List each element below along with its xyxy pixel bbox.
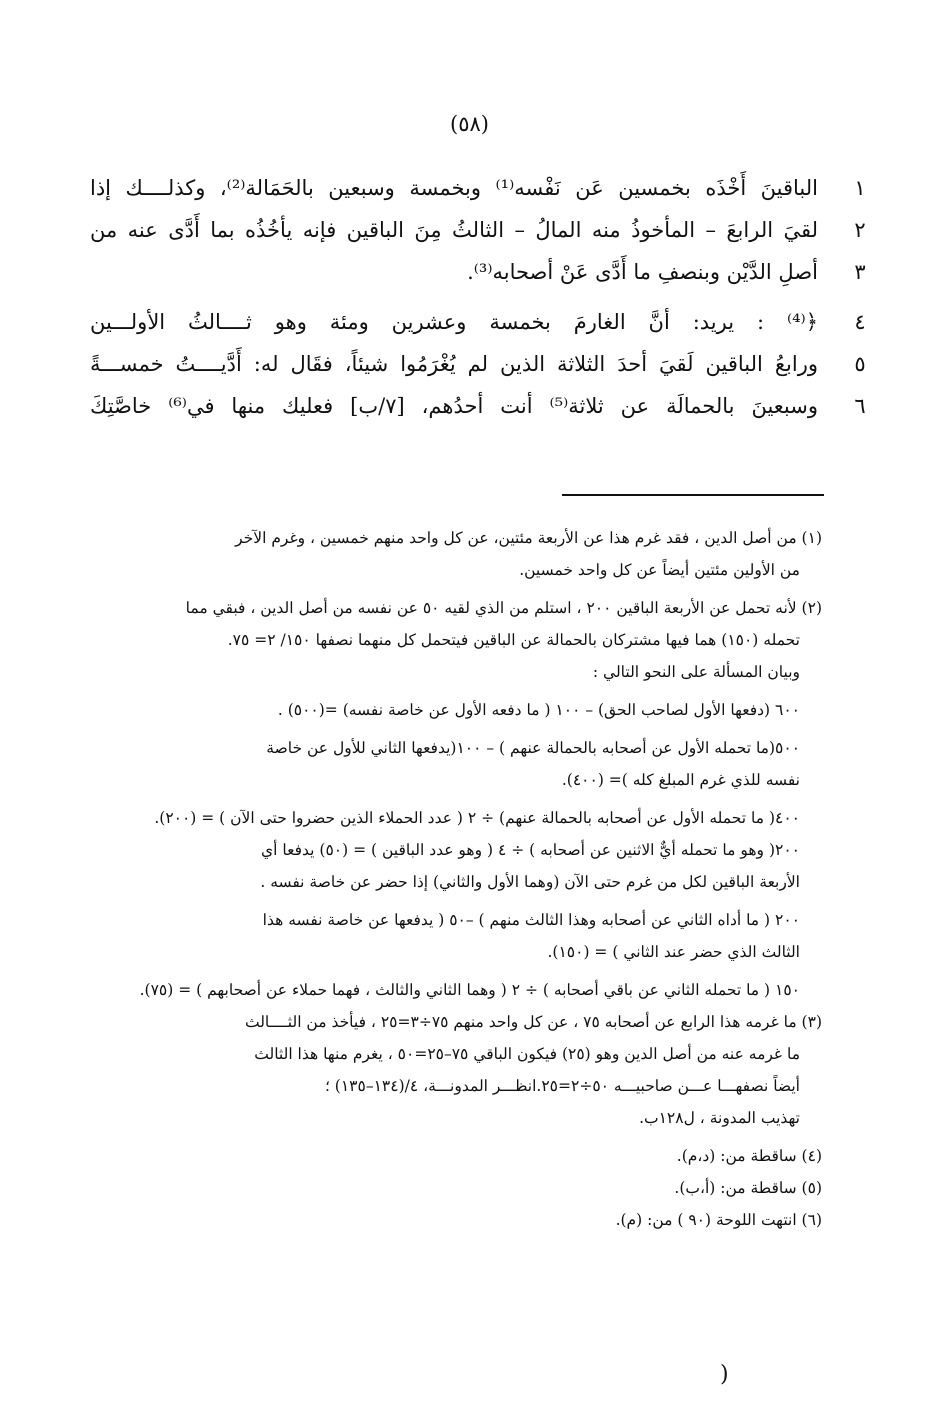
line-text: ﴿⁽⁴⁾ : يريد: أنَّ الغارمَ بخمسة وعشرين ومئة وهو ثــــالثُ الأولـــين	[90, 310, 818, 334]
footnote-line: ٢٠٠ ( ما أداه الثاني عن أصحابه وهذا الثالث منهم ) –٥٠ ( يدفعها عن خاصة نفسه هذا	[262, 911, 800, 929]
footnote-line: من الأولين مئتين أيضاً عن كل واحد خمسين.	[519, 561, 800, 579]
text-line	[90, 212, 880, 248]
footnotes-block	[100, 522, 822, 1236]
footnote-separator	[562, 494, 824, 496]
footnote-line: الأربعة الباقين لكل من غرم حتى الآن (وهما الأول والثاني) إذا حضر عن خاصة نفسه .	[260, 873, 800, 891]
footnote-line: أيضاً نصفهـــا عـــن صاحبيـــه ٥٠÷٢=٢٥.انظـــر المدونـــة، ٤/(١٣٤–١٣٥) ؛	[324, 1077, 800, 1095]
footnote-line: ٥٠٠(ما تحمله الأول عن أصحابه بالحمالة عنهم ) – ١٠٠(يدفعها الثاني للأول عن خاصة	[266, 739, 800, 757]
footnote-line: الثالث الذي حضر عند الثاني ) = (١٥٠).	[547, 943, 800, 961]
line-number: ١	[854, 176, 866, 200]
footnote-line: ٦٠٠ (دفعها الأول لصاحب الحق) – ١٠٠ ( ما دفعه الأول عن خاصة نفسه) =(٥٠٠) .	[277, 701, 800, 719]
line-number: ٢	[854, 218, 866, 242]
text-line	[90, 304, 880, 340]
line-number: ٥	[854, 352, 866, 376]
footnote-line: (٥) ساقطة من: (أ،ب).	[674, 1179, 822, 1197]
footnote-line: تحمله (١٥٠) هما فيها مشتركان بالحمالة عن الباقين فيتحمل كل منهما نصفها ١٥٠/ ٢= ٧٥.	[227, 631, 800, 649]
footnote-line: (١) من أصل الدين ، فقد غرم هذا عن الأربعة مئتين، عن كل واحد منهم خمسين ، وغرم الآخر	[235, 529, 822, 547]
line-number: ٤	[854, 310, 866, 334]
line-text: أصلِ الدَّيْن وبنصفِ ما أَدَّى عَنْ أصحابه⁽³⁾.	[467, 260, 818, 284]
footnote-line: نفسه للذي غرم المبلغ كله )= (٤٠٠).	[561, 771, 800, 789]
footnote-line: وبيان المسألة على النحو التالي :	[592, 663, 800, 681]
line-text: وسبعينَ بالحمالَة عن ثلاثة⁽⁵⁾ أنت أحدُهم، [٧/ب] فعليك منها في⁽⁶⁾ خاصَّتِكَ	[90, 394, 818, 418]
footnote-line: ١٥٠ ( ما تحمله الثاني عن باقي أصحابه ) ÷ ٢ ( وهما الثاني والثالث ، فهما حملاء عن أصحابهم ) = (٧٥).	[139, 981, 800, 999]
footnote-line: (٤) ساقطة من: (د،م).	[676, 1147, 822, 1165]
line-number: ٦	[854, 394, 866, 418]
footnote-line: (٦) انتهت اللوحة (٩٠ ) من: (م).	[615, 1211, 822, 1229]
text-line	[90, 170, 880, 206]
footnote-line: تهذيب المدونة ، ل١٢٨ب.	[639, 1109, 800, 1127]
main-text-block	[90, 170, 880, 430]
footnote-line: (٢) لأنه تحمل عن الأربعة الباقين ٢٠٠ ، استلم من الذي لقيه ٥٠ عن نفسه من أصل الدين ، فبقي مما	[185, 599, 822, 617]
page-mark: (	[720, 1362, 729, 1387]
footnote-line: (٣) ما غرمه هذا الرابع عن أصحابه ٧٥ ، عن كل واحد منهم ٧٥÷٣=٢٥ ، فيأخذ من الثــــالث	[244, 1013, 822, 1031]
line-text: الباقينَ أَخْذَه بخمسين عَن نَفْسه⁽¹⁾ وبخمسة وسبعين بالحَمَالة⁽²⁾، وكذلــــك إذا	[90, 176, 818, 200]
footnote-line: ما غرمه عنه من أصل الدين وهو (٢٥) فيكون الباقي ٧٥–٢٥=٥٠ ، يغرم منها هذا الثالث	[254, 1045, 800, 1063]
line-text: ورابعُ الباقين لَقيَ أحدَ الثلاثة الذين لم يُغْرَمُوا شيئاً، فقَال له: أَدَّيــــتُ خمســـةً	[90, 352, 818, 376]
footnote-line: ٢٠٠( وهو ما تحمله أيٌّ الاثنين عن أصحابه ) ÷ ٤ ( وهو عدد الباقين ) = (٥٠) يدفعا أي	[261, 841, 800, 859]
text-line	[90, 388, 880, 424]
line-number: ٣	[854, 260, 866, 284]
text-line	[90, 346, 880, 382]
page-number: (٥٨)	[450, 112, 489, 136]
text-line	[90, 254, 880, 290]
line-text: لقيَ الرابعَ – المأخوذُ منه المالُ – الثالثُ مِنَ الباقين فإنه يأخُذُه بما أَدَّى عنه من	[90, 218, 818, 242]
footnote-line: ٤٠٠( ما تحمله الأول عن أصحابه بالحمالة عنهم) ÷ ٢ ( عدد الحملاء الذين حضروا حتى الآن ) = (٢٠٠).	[154, 809, 800, 827]
